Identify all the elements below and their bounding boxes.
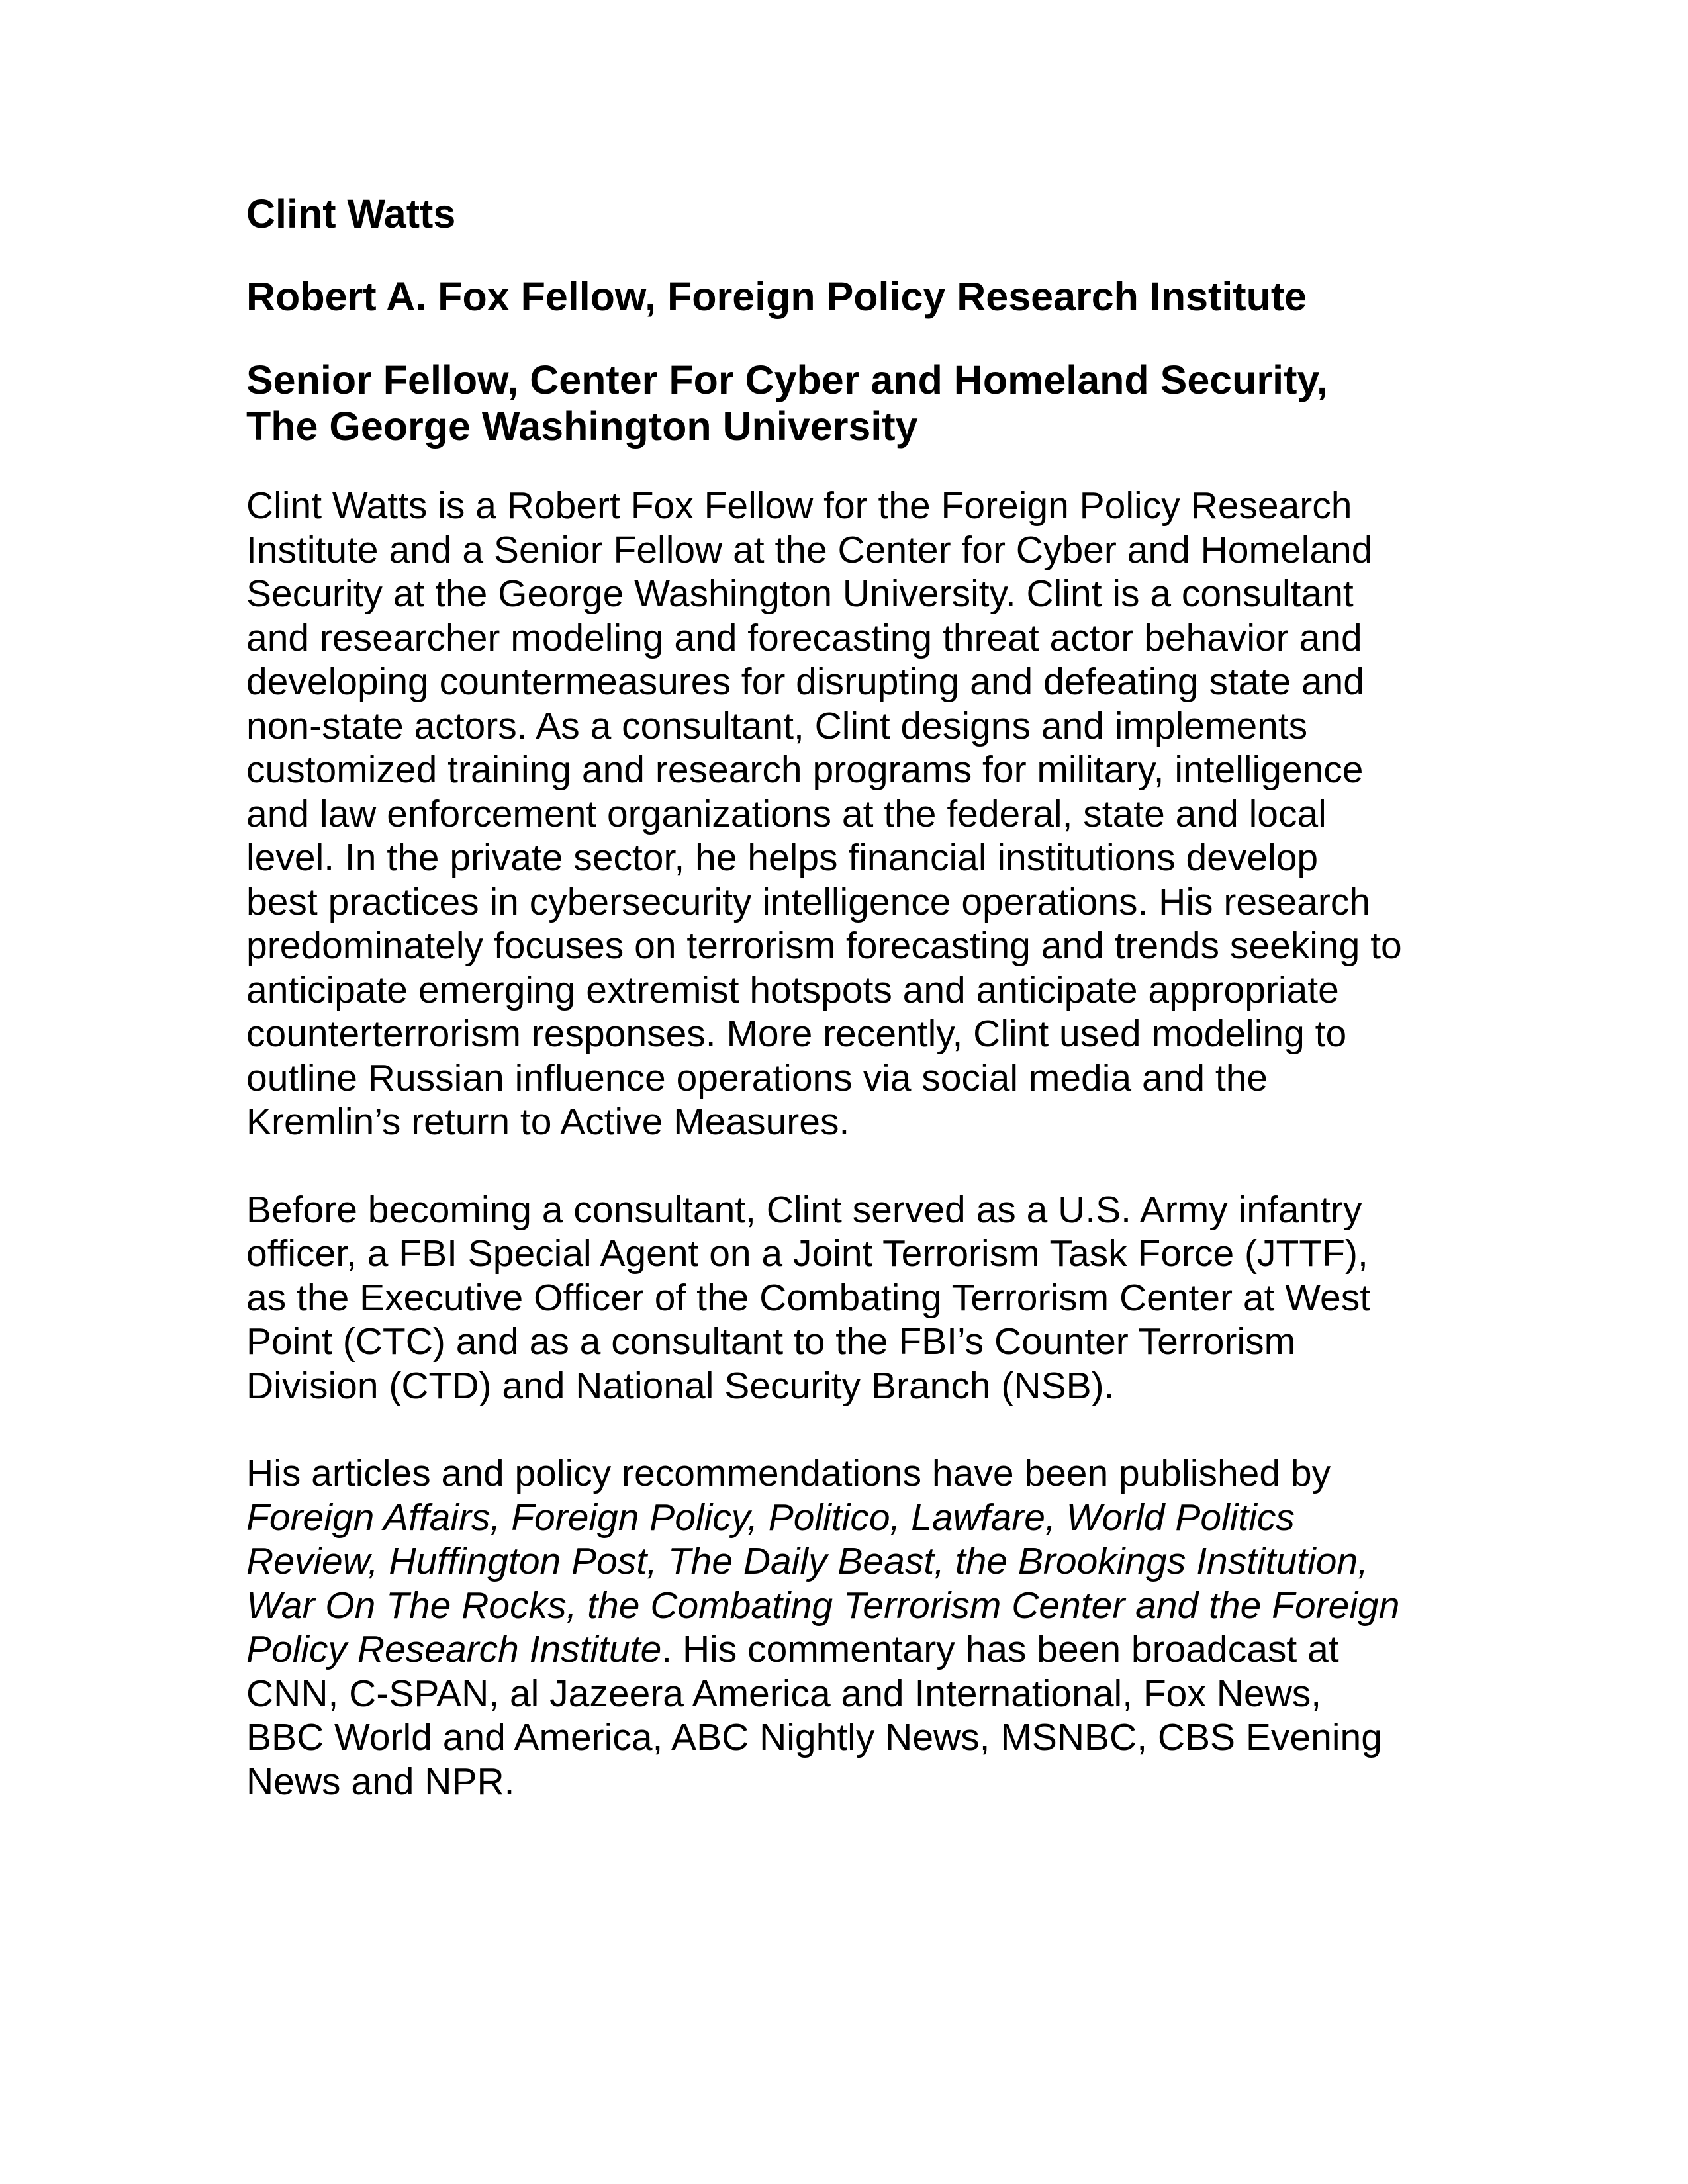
text-line: officer, a FBI Special Agent on a Joint Terrorism Task Force (JTTF), bbox=[246, 1232, 1368, 1275]
text-line: and researcher modeling and forecasting threat actor behavior and bbox=[246, 616, 1362, 659]
text-line: Clint Watts is a Robert Fox Fellow for the Foreign Policy Research bbox=[246, 484, 1352, 527]
title-senior-fellow bbox=[246, 357, 1451, 449]
text-line: customized training and research programs for military, intelligence bbox=[246, 749, 1364, 791]
text-line: and law enforcement organizations at the federal, state and local bbox=[246, 792, 1327, 835]
publication-list-line: Foreign Affairs, Foreign Policy, Politico, Lawfare, World Politics bbox=[246, 1496, 1295, 1539]
publication-list-line: War On The Rocks, the Combating Terrorism Center and the Foreign bbox=[246, 1584, 1400, 1627]
text-line: best practices in cybersecurity intelligence operations. His research bbox=[246, 880, 1371, 923]
text-line: BBC World and America, ABC Nightly News, MSNBC, CBS Evening bbox=[246, 1716, 1382, 1758]
text-line: Before becoming a consultant, Clint served as a U.S. Army infantry bbox=[246, 1188, 1362, 1231]
title-senior-fellow-line: Senior Fellow, Center For Cyber and Homeland Security, bbox=[246, 357, 1328, 402]
text-line-mixed bbox=[246, 1627, 1451, 1672]
text-line: Security at the George Washington University. Clint is a consultant bbox=[246, 572, 1354, 615]
bio-paragraph-overview bbox=[246, 484, 1451, 1144]
text-line: counterterrorism responses. More recently, Clint used modeling to bbox=[246, 1013, 1347, 1055]
publication-list-line: Review, Huffington Post, The Daily Beast, the Brookings Institution, bbox=[246, 1540, 1369, 1582]
text-line: anticipate emerging extremist hotspots and anticipate appropriate bbox=[246, 968, 1339, 1011]
title-fox-fellow: Robert A. Fox Fellow, Foreign Policy Research Institute bbox=[246, 274, 1307, 319]
text-line: News and NPR. bbox=[246, 1760, 515, 1803]
text-line: His articles and policy recommendations have been published by bbox=[246, 1452, 1331, 1494]
broadcast-intro: . His commentary has been broadcast at bbox=[661, 1628, 1339, 1670]
text-line: CNN, C-SPAN, al Jazeera America and International, Fox News, bbox=[246, 1672, 1322, 1715]
text-line: Division (CTD) and National Security Branch (NSB). bbox=[246, 1364, 1115, 1407]
text-line: as the Executive Officer of the Combating Terrorism Center at West bbox=[246, 1276, 1371, 1319]
text-line: developing countermeasures for disrupting and defeating state and bbox=[246, 660, 1364, 703]
text-line: Institute and a Senior Fellow at the Center for Cyber and Homeland bbox=[246, 528, 1373, 571]
text-line: Point (CTC) and as a consultant to the FBI’s Counter Terrorism bbox=[246, 1320, 1296, 1363]
text-line: Kremlin’s return to Active Measures. bbox=[246, 1101, 850, 1143]
text-line: non-state actors. As a consultant, Clint designs and implements bbox=[246, 704, 1308, 747]
person-name: Clint Watts bbox=[246, 191, 456, 236]
publication-list-end: Policy Research Institute bbox=[246, 1628, 662, 1670]
bio-paragraph-career bbox=[246, 1188, 1451, 1408]
title-senior-fellow-line: The George Washington University bbox=[246, 404, 918, 449]
bio-content bbox=[246, 191, 1451, 1803]
text-line: outline Russian influence operations via social media and the bbox=[246, 1056, 1268, 1099]
text-line: predominately focuses on terrorism forecasting and trends seeking to bbox=[246, 925, 1402, 967]
bio-paragraph-publications bbox=[246, 1451, 1451, 1803]
text-line: level. In the private sector, he helps financial institutions develop bbox=[246, 837, 1319, 879]
